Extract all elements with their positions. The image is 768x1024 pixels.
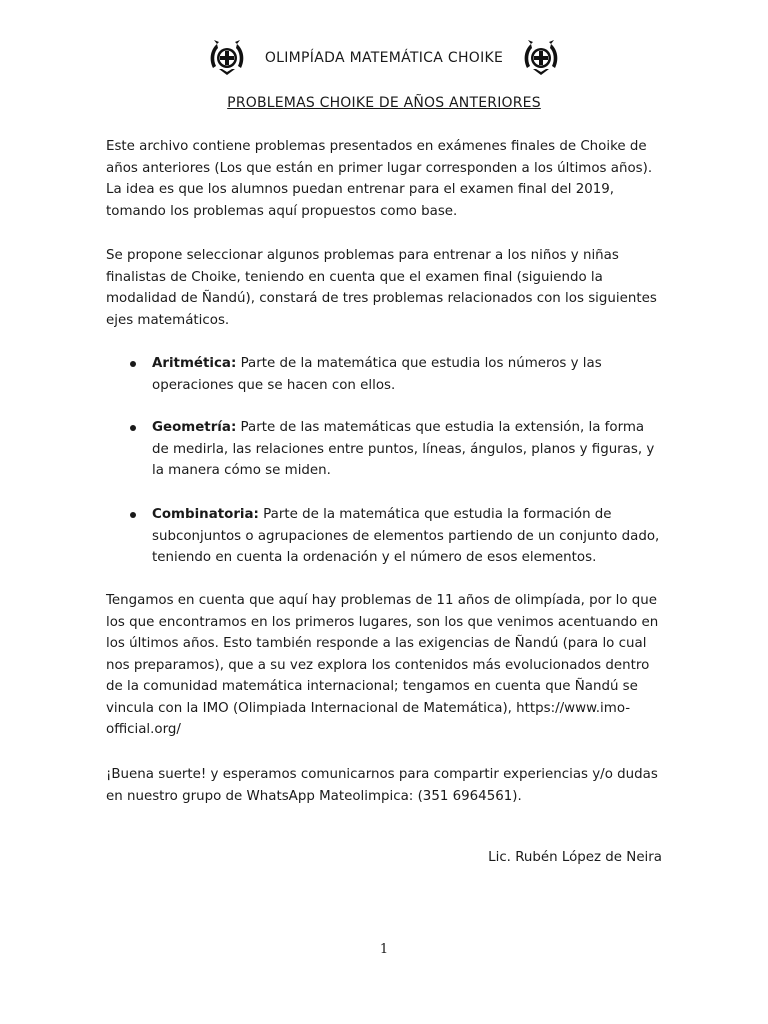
bullet-aritmetica xyxy=(130,353,662,396)
bullet-definition: Parte de la matemática que estudia los números y las operaciones que se hacen con ellos. xyxy=(152,356,602,393)
bullet-icon xyxy=(130,425,136,431)
choike-logo-icon xyxy=(207,38,247,78)
bullet-term: Geometría: xyxy=(152,420,237,435)
page-number: 1 xyxy=(379,942,389,957)
context-paragraph: Tengamos en cuenta que aquí hay problemas de 11 años de olimpíada, por lo que los que encontramos en los primeros lugares, son los que venimos acentuando en los últimos años. Esto también responde a las exigencias de Ñandú (para lo cual nos preparamos), que a su vez explora los contenidos más evolucionados dentro de la comunidad matemática internacional; tengamos en cuenta que Ñandú se vincula con la IMO (Olimpiada Internacional de Matemática), https://www.imo-official.org/ xyxy=(106,593,659,737)
bullet-icon xyxy=(130,512,136,518)
header-title: OLIMPÍADA MATEMÁTICA CHOIKE xyxy=(264,50,504,66)
page-header xyxy=(0,36,768,80)
bullet-term: Aritmética: xyxy=(152,356,237,371)
bullet-geometria xyxy=(130,417,662,482)
signature: Lic. Rubén López de Neira xyxy=(488,850,662,865)
bullet-icon xyxy=(130,361,136,367)
intro-paragraph: Este archivo contiene problemas presentados en exámenes finales de Choike de años anteriores (Los que están en primer lugar corresponden a los últimos años). La idea es que los alumnos puedan entrenar para el examen final del 2019, tomando los problemas aquí propuestos como base. xyxy=(106,139,653,219)
selection-paragraph: Se propone seleccionar algunos problemas para entrenar a los niños y niñas finalistas de Choike, teniendo en cuenta que el examen final (siguiendo la modalidad de Ñandú), constará de tres problemas relacionados con los siguientes ejes matemáticos. xyxy=(106,248,657,328)
bullet-combinatoria xyxy=(130,504,662,569)
choike-logo-icon xyxy=(521,38,561,78)
farewell-paragraph: ¡Buena suerte! y esperamos comunicarnos para compartir experiencias y/o dudas en nuestro grupo de WhatsApp Mateolimpica: (351 6964561). xyxy=(106,767,658,804)
bullet-definition: Parte de la matemática que estudia la formación de subconjuntos o agrupaciones de elementos partiendo de un conjunto dado, teniendo en cuenta la ordenación y el número de esos elementos. xyxy=(152,507,660,565)
bullet-term: Combinatoria: xyxy=(152,507,259,522)
bullet-definition: Parte de las matemáticas que estudia la extensión, la forma de medirla, las relaciones entre puntos, líneas, ángulos, planos y figuras, y la manera cómo se miden. xyxy=(152,420,655,478)
bullet-text xyxy=(152,417,662,482)
bullet-text xyxy=(152,504,662,569)
bullet-text xyxy=(152,353,662,396)
document-subtitle: PROBLEMAS CHOIKE DE AÑOS ANTERIORES xyxy=(227,95,541,111)
